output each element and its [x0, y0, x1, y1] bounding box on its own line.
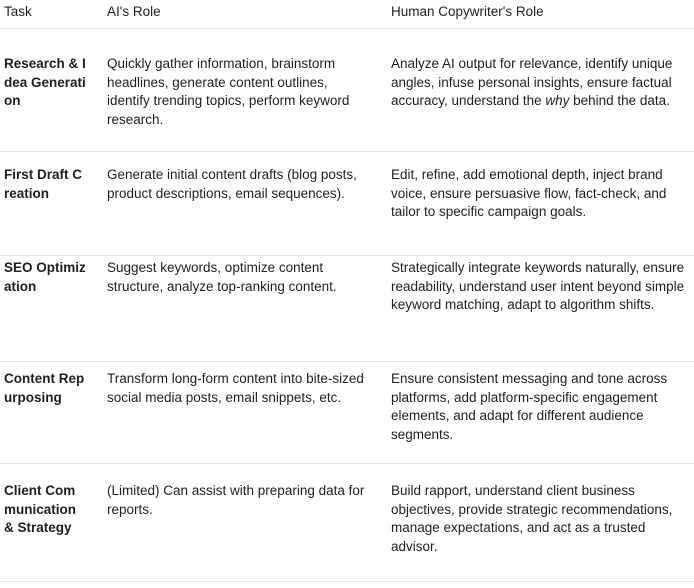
human-role-cell: [391, 55, 691, 111]
human-role-text: Strategically integrate keywords naturally, ensure readability, understand user intent beyond simple keyword matching, adapt to algorithm shifts.: [391, 260, 685, 312]
table-header-row: [0, 0, 694, 29]
ai-role-cell: Transform long-form content into bite-sized social media posts, email snippets, etc.: [107, 371, 364, 405]
ai-role-cell: (Limited) Can assist with preparing data for reports.: [107, 483, 365, 517]
ai-role-cell: Generate initial content drafts (blog posts, product descriptions, email sequences).: [107, 167, 357, 201]
task-cell: SEO Optimization: [4, 260, 86, 294]
header-task: Task: [4, 4, 32, 19]
header-human-role: Human Copywriter's Role: [391, 4, 544, 19]
ai-role-cell: Suggest keywords, optimize content structure, analyze top-ranking content.: [107, 260, 337, 294]
task-cell: Client Communication & Strategy: [4, 483, 77, 535]
header-ai-role: AI's Role: [107, 4, 161, 19]
human-role-text-end: behind the data.: [569, 93, 670, 108]
human-role-text: Edit, refine, add emotional depth, inject brand voice, ensure persuasive flow, fact-check, and tailor to specific campaign goals.: [391, 167, 667, 219]
table-row: [0, 464, 694, 582]
table-row: [0, 362, 694, 464]
human-role-cell: [391, 259, 691, 315]
task-cell: First Draft Creation: [4, 167, 83, 201]
human-role-text: Ensure consistent messaging and tone across platforms, add platform-specific engagement elements, and adapt for different audience segments.: [391, 371, 668, 442]
human-role-cell: [391, 482, 691, 556]
table-row: [0, 152, 694, 256]
table-row: [0, 256, 694, 362]
human-role-cell: [391, 370, 691, 444]
human-role-text: Build rapport, understand client business objectives, provide strategic recommendations, manage expectations, and act as a trusted advisor.: [391, 483, 673, 554]
table-row: [0, 29, 694, 152]
ai-role-cell: Quickly gather information, brainstorm headlines, generate content outlines, identify trending topics, perform keyword research.: [107, 56, 350, 127]
task-cell: Content Repurposing: [4, 371, 85, 405]
human-role-text: Analyze AI output for relevance, identify unique angles, infuse personal insights, ensure factual accuracy, understand the: [391, 56, 673, 108]
human-role-cell: [391, 166, 691, 222]
human-role-emphasis: why: [545, 93, 570, 108]
task-cell: Research & Idea Generation: [4, 56, 86, 108]
